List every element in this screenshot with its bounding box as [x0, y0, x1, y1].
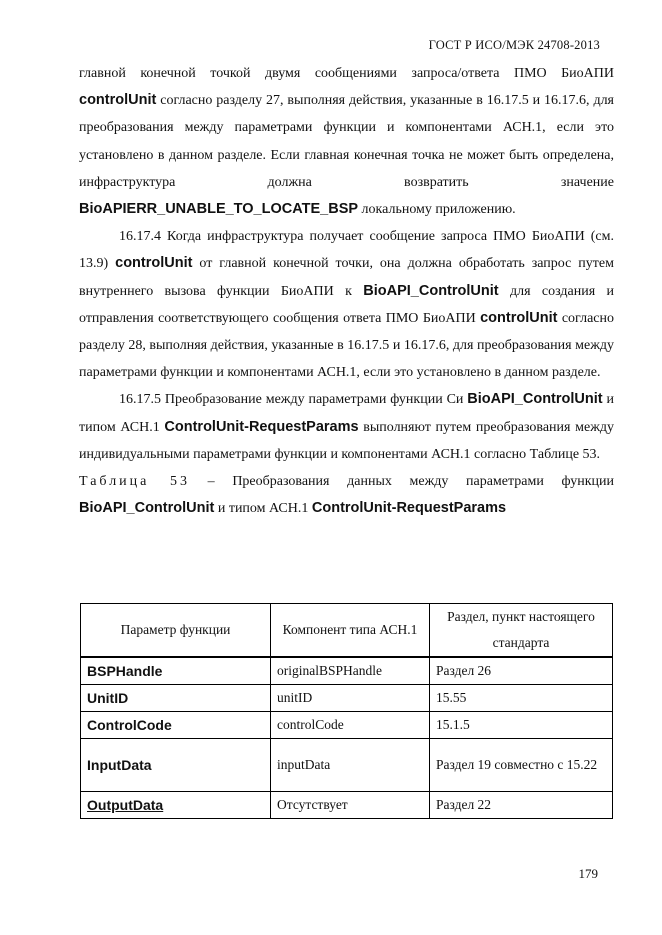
- header-asn1-component: Компонент типа АСН.1: [271, 604, 430, 658]
- code-term: ControlUnit-RequestParams: [164, 418, 359, 435]
- paragraph-16-17-5: [79, 386, 614, 468]
- text-run: и типом АСН.1: [214, 501, 312, 517]
- code-term: controlUnit: [79, 92, 157, 109]
- code-term: BioAPI_ControlUnit: [363, 282, 499, 299]
- section-cell: Раздел 22: [430, 792, 613, 819]
- body-text: [79, 60, 614, 522]
- text-run: главной конечной точкой двумя сообщениями запроса/ответа ПМО БиоАПИ: [79, 66, 614, 81]
- text-run: согласно разделу 28, выполняя действия, указанные в 16.17.5 и 16.17.6, для преобразования между параметрами функции и компонентами АСН.1, если это установлено в данном разделе.: [79, 310, 614, 381]
- table-row: [81, 739, 613, 792]
- component-cell: unitID: [271, 685, 430, 712]
- table-row: [81, 712, 613, 739]
- param-text: OutputData: [87, 797, 164, 813]
- table-label: Таблица 53: [79, 474, 191, 490]
- text-run: выполняют путем преобразования между индивидуальными параметрами функции и компонентами АСН.1 согласно Таблице 53.: [79, 419, 614, 462]
- text-run: 16.17.5 Преобразование между параметрами функции Си: [119, 392, 468, 408]
- param-cell: InputData: [81, 739, 271, 792]
- param-cell: BSPHandle: [81, 657, 271, 685]
- paragraph-16-17-4: [79, 223, 614, 386]
- code-term: controlUnit: [480, 309, 558, 326]
- table-caption: [79, 468, 614, 522]
- section-cell: 15.1.5: [430, 712, 613, 739]
- paragraph-1: [79, 60, 614, 223]
- table-row: [81, 792, 613, 819]
- code-term: BioAPI_ControlUnit: [467, 391, 603, 408]
- component-cell: originalBSPHandle: [271, 657, 430, 685]
- text-run: – Преобразования данных между параметрами функции: [190, 474, 614, 490]
- conversion-table: [80, 603, 613, 819]
- code-term: BioAPIERR_UNABLE_TO_LOCATE_BSP: [79, 201, 359, 218]
- param-cell: [81, 792, 271, 819]
- section-cell: Раздел 26: [430, 657, 613, 685]
- text-run: и типом АСН.1: [79, 392, 614, 435]
- text-run: локальному приложению.: [358, 202, 516, 218]
- component-cell: Отсутствует: [271, 792, 430, 819]
- page-number: 179: [578, 866, 598, 881]
- component-cell: controlCode: [271, 712, 430, 739]
- table-header-row: [81, 604, 613, 658]
- param-cell: UnitID: [81, 685, 271, 712]
- text-run: от главной конечной точки, она должна обработать запрос путем внутреннего вызова функции БиоАПИ к: [79, 256, 614, 299]
- code-term: controlUnit: [115, 255, 193, 272]
- code-term: BioAPI_ControlUnit: [79, 500, 215, 517]
- section-cell: Раздел 19 совместно с 15.22: [430, 739, 613, 792]
- text-run: 16.17.4 Когда инфраструктура получает сообщение запроса ПМО БиоАПИ (см. 13.9): [79, 229, 614, 272]
- text-run: для создания и отправления соответствующего сообщения ответа ПМО БиоАПИ: [79, 283, 614, 326]
- page-header: ГОСТ Р ИСО/МЭК 24708-2013: [428, 38, 600, 52]
- table-row: [81, 657, 613, 685]
- header-section: Раздел, пункт настоящего стандарта: [430, 604, 613, 658]
- section-cell: 15.55: [430, 685, 613, 712]
- component-cell: inputData: [271, 739, 430, 792]
- header-function-parameter: Параметр функции: [81, 604, 271, 658]
- param-cell: ControlCode: [81, 712, 271, 739]
- table-row: [81, 685, 613, 712]
- text-run: согласно разделу 27, выполняя действия, указанные в 16.17.5 и 16.17.6, для преобразования между параметрами функции и компонентами АСН.1, если это установлено в данном разделе. Если главная конечная точка не может быть определена, инфраструктура должна возвратить значение: [79, 93, 614, 190]
- code-term: ControlUnit-RequestParams: [311, 500, 507, 517]
